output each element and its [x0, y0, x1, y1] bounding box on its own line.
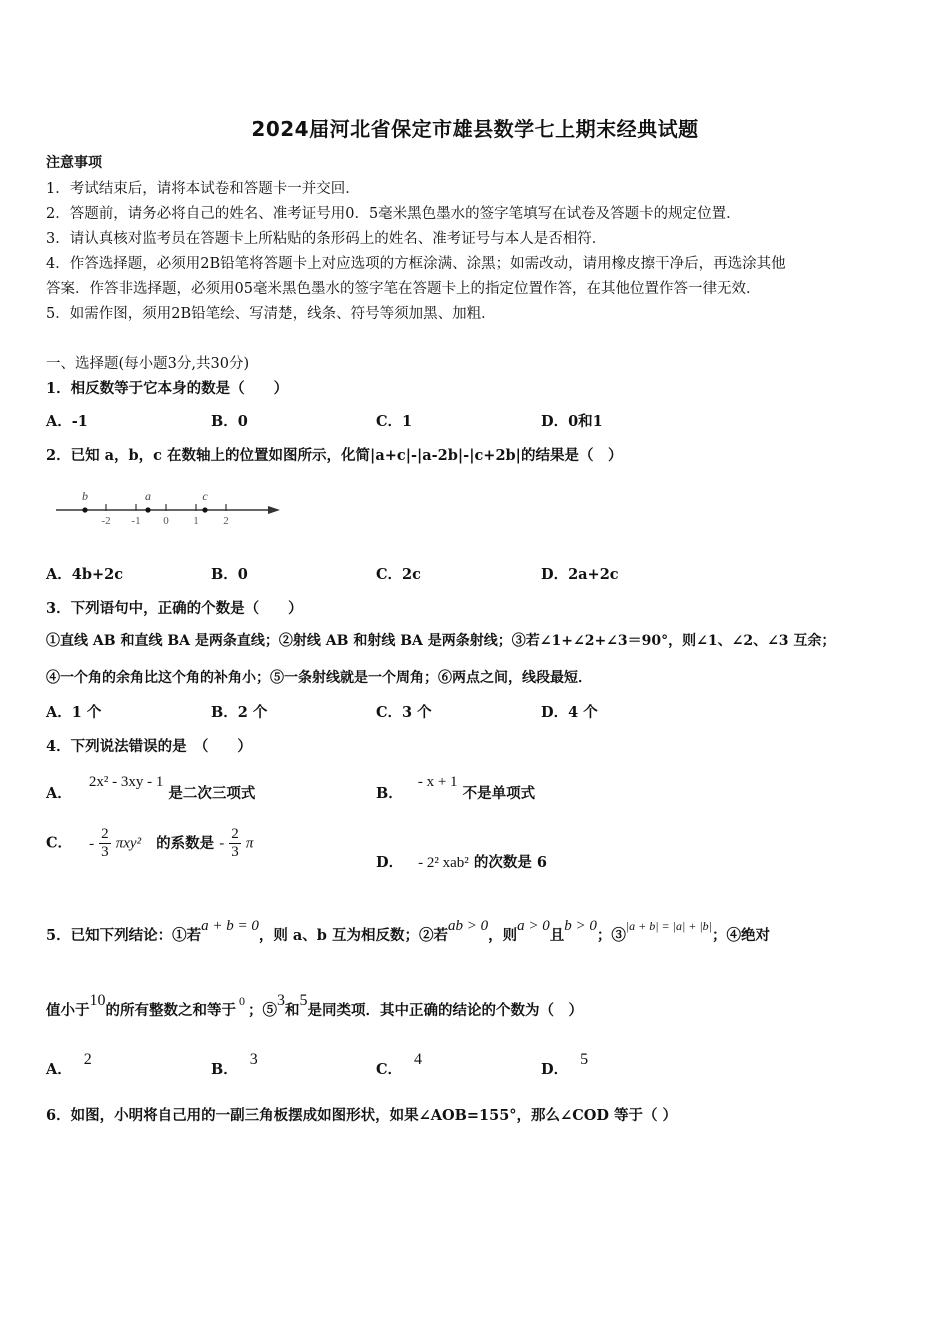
- question-3-stem: 3．下列语句中，正确的个数是（ ）: [46, 600, 303, 617]
- axis-point: [202, 507, 207, 512]
- q5-option-a-label: A．: [46, 1061, 72, 1078]
- q4-option-c-denominator-2: 3: [231, 844, 239, 860]
- question-4-stem: 4．下列说法错误的是 （ ）: [46, 738, 252, 755]
- axis-tick-label: 2: [223, 515, 229, 527]
- q5-option-b-label: B．: [211, 1061, 238, 1078]
- q4-option-c-fraction-2: [229, 826, 241, 861]
- axis-point-label: c: [202, 489, 208, 503]
- q2-option-b[interactable]: B．0: [211, 566, 248, 583]
- q5-text-2: ，则 a、b 互为相反数；②若: [258, 927, 448, 944]
- q4-option-b-expression: - x + 1: [417, 774, 458, 790]
- question-3-statements-2: ④一个角的余角比这个角的补角小；⑤一条射线就是一个周角；⑥两点之间，线段最短．: [46, 670, 592, 686]
- q2-option-d[interactable]: D．2a+2c: [541, 566, 619, 583]
- q3-option-a[interactable]: A．1 个: [46, 704, 102, 721]
- notice-item-3: 3．请认真核对监考员在答题卡上所粘贴的条形码上的姓名、准考证号与本人是否相符．: [46, 231, 607, 247]
- q3-option-b[interactable]: B．2 个: [211, 704, 268, 721]
- q1-option-d[interactable]: D．0和1: [541, 413, 603, 430]
- q2-option-a[interactable]: A．4b+2c: [46, 566, 124, 583]
- question-3-statements-1: ①直线 AB 和直线 BA 是两条直线；②射线 AB 和射线 BA 是两条射线；③若∠1+∠2+∠3＝90°，则∠1、∠2、∠3 互余；: [46, 633, 836, 649]
- q4-option-a-text: 是二次三项式: [168, 785, 256, 802]
- q5-math-2: ab > 0: [447, 918, 489, 934]
- q5-math-4: b > 0: [564, 918, 597, 934]
- q4-option-a[interactable]: [46, 770, 256, 802]
- axis-tick-label: 1: [193, 515, 199, 527]
- axis-point: [145, 507, 150, 512]
- question-6-stem: 6．如图，小明将自己用的一副三角板摆成如图形状，如果∠AOB=155°，那么∠COD 等于（ ）: [46, 1107, 678, 1124]
- q5-math-1: a + b = 0: [201, 918, 259, 934]
- axis-tick-label: 0: [163, 515, 169, 527]
- q5-math-9: 5: [299, 992, 308, 1009]
- axis-point: [82, 507, 87, 512]
- notice-item-4-cont: 答案．作答非选择题，必须用05毫米黑色墨水的签字笔在答题卡上的指定位置作答，在其他位置作答一律无效．: [46, 281, 761, 297]
- q4-option-c-text: 的系数是: [156, 834, 215, 852]
- q4-option-d-text: 的次数是 6: [473, 854, 547, 871]
- q5-option-a[interactable]: [46, 1051, 92, 1079]
- notice-heading: 注意事项: [46, 155, 102, 171]
- q4-option-c-variable: πxy²: [115, 835, 142, 852]
- q3-option-c[interactable]: C．3 个: [376, 704, 432, 721]
- exam-title: 2024届河北省保定市雄县数学七上期末经典试题: [251, 117, 699, 141]
- q3-option-d[interactable]: D．4 个: [541, 704, 598, 721]
- q4-option-b[interactable]: [376, 770, 536, 802]
- q4-option-b-text: 不是单项式: [462, 785, 536, 802]
- q5-text-9: ；⑤: [248, 1002, 277, 1019]
- q4-option-c-variable-2: π: [245, 835, 254, 852]
- question-1-stem: 1．相反数等于它本身的数是（ ）: [46, 380, 289, 397]
- q5-text-8: 的所有整数之和等于: [105, 1002, 236, 1019]
- q4-option-c-fraction: [99, 826, 111, 861]
- q5-option-c[interactable]: [376, 1051, 423, 1079]
- q4-option-c-minus: -: [89, 835, 95, 852]
- axis-tick-label: -1: [131, 515, 141, 527]
- number-line-figure: [50, 486, 290, 530]
- q4-option-c-numerator-2: 2: [231, 826, 239, 842]
- q5-math-8: 3: [277, 992, 285, 1009]
- q4-option-c-denominator: 3: [101, 844, 109, 860]
- q5-text-4: 且: [549, 927, 565, 944]
- q5-text-10: 和: [285, 1002, 300, 1019]
- q2-option-c[interactable]: C．2c: [376, 566, 421, 583]
- q4-option-d-expression: - 2² xab²: [418, 855, 469, 871]
- q1-option-b[interactable]: B．0: [211, 413, 248, 430]
- q4-option-b-label: B．: [376, 785, 403, 802]
- q4-option-c-label: C．: [46, 834, 73, 852]
- question-2-stem: 2．已知 a，b，c 在数轴上的位置如图所示，化简|a+c|-|a-2b|-|c+2b|的结果是（ ）: [46, 447, 623, 464]
- question-5-line-1: [46, 918, 770, 945]
- q4-option-a-expression: 2x² - 3xy - 1: [88, 774, 164, 790]
- q4-option-d[interactable]: [376, 851, 547, 872]
- q5-option-b-value: 3: [249, 1051, 258, 1068]
- notice-item-4: 4．作答选择题，必须用2B铅笔将答题卡上对应选项的方框涂满、涂黑；如需改动，请用橡皮擦干净后，再选涂其他: [46, 256, 786, 272]
- q4-option-d-label: D．: [376, 854, 404, 871]
- q5-option-b[interactable]: [211, 1051, 258, 1079]
- q5-text-5: ；③: [596, 927, 626, 944]
- q5-math-7: 0: [239, 994, 245, 1008]
- q5-math-3: a > 0: [517, 918, 550, 934]
- section-heading: 一、选择题(每小题3分,共30分): [46, 356, 250, 372]
- axis-arrow-icon: [268, 506, 280, 514]
- q5-option-d-value: 5: [580, 1051, 589, 1068]
- notice-item-2: 2．答题前，请务必将自己的姓名、准考证号用0．5毫米黑色墨水的签字笔填写在试卷及答题卡的规定位置．: [46, 206, 741, 222]
- q4-option-a-label: A．: [46, 785, 72, 802]
- axis-point-label: a: [145, 489, 151, 503]
- q4-option-c[interactable]: [46, 826, 253, 861]
- axis-tick-label: -2: [101, 515, 111, 527]
- notice-item-5: 5．如需作图，须用2B铅笔绘、写清楚，线条、符号等须加黑、加粗．: [46, 306, 496, 322]
- q1-option-a[interactable]: A．-1: [46, 413, 88, 430]
- q5-text-1: 5．已知下列结论：①若: [46, 927, 202, 944]
- q5-option-d[interactable]: [541, 1051, 589, 1079]
- question-5-line-2: [46, 992, 583, 1020]
- q5-math-5: |a + b| = |a| + |b|: [625, 919, 712, 933]
- notice-item-1: 1．考试结束后，请将本试卷和答题卡一并交回．: [46, 181, 360, 197]
- q5-option-c-label: C．: [376, 1061, 403, 1078]
- q5-option-c-value: 4: [414, 1051, 423, 1068]
- q4-option-c-minus-2: -: [219, 835, 225, 852]
- q5-math-6: 10: [89, 992, 106, 1009]
- axis-point-label: b: [82, 489, 88, 503]
- q5-text-3: ，则: [488, 927, 518, 944]
- q5-text-6: ；④绝对: [711, 927, 770, 944]
- q5-option-d-label: D．: [541, 1061, 569, 1078]
- q4-option-c-numerator: 2: [101, 826, 109, 842]
- q1-option-c[interactable]: C．1: [376, 413, 413, 430]
- q5-option-a-value: 2: [83, 1051, 92, 1068]
- q5-text-7: 值小于: [46, 1002, 90, 1019]
- q5-text-11: 是同类项．其中正确的结论的个数为（ ）: [307, 1002, 583, 1019]
